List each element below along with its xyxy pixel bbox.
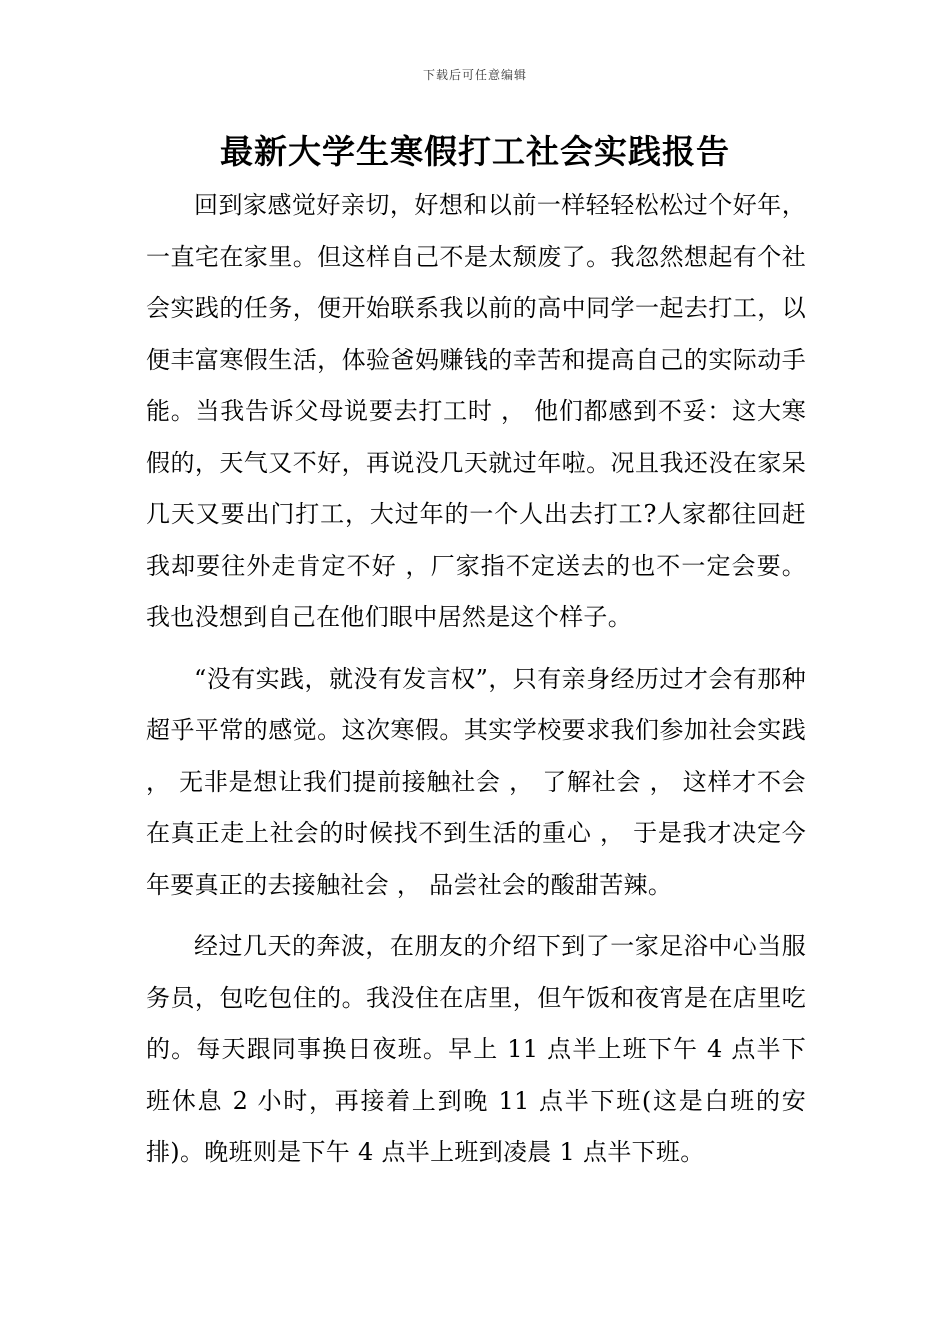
document-body: [146, 180, 806, 1179]
paragraph-1: 回到家感觉好亲切，好想和以前一样轻轻松松过个好年，一直宅在家里。但这样自己不是太颓废了。我忽然想起有个社会实践的任务，便开始联系我以前的高中同学一起去打工，以便丰富寒假生活，体验爸妈赚钱的幸苦和提高自己的实际动手能。当我告诉父母说要去打工时 ， 他们都感到不妥：这大寒假的，天气又不好，再说没几天就过年啦。况且我还没在家呆几天又要出门打工，大过年的一个人出去打工?人家都往回赶我却要往外走肯定不好 ，厂家指不定送去的也不一定会要。我也没想到自己在他们眼中居然是这个样子。: [146, 191, 806, 631]
paragraph-2: “没有实践，就没有发言权”，只有亲身经历过才会有那种超乎平常的感觉。这次寒假。其实学校要求我们参加社会实践 ， 无非是想让我们提前接触社会 ， 了解社会 ， 这样才不会在真正走上社会的时候找不到生活的重心 ， 于是我才决定今年要真正的去接触社会 ， 品尝社会的酸甜苦辣。: [146, 664, 806, 899]
header-note: 下载后可任意编辑: [422, 68, 527, 82]
document-title: 最新大学生寒假打工社会实践报告: [220, 132, 730, 171]
paragraph-3: 经过几天的奔波，在朋友的介绍下到了一家足浴中心当服务员，包吃包住的。我没住在店里，但午饭和夜宵是在店里吃的。每天跟同事换日夜班。早上 11 点半上班下午 4 点半下班休息 2 小时，再接着上到晚 11 点半下班(这是白班的安排)。晚班则是下午 4 点半上班到凌晨 1 点半下班。: [146, 932, 806, 1166]
